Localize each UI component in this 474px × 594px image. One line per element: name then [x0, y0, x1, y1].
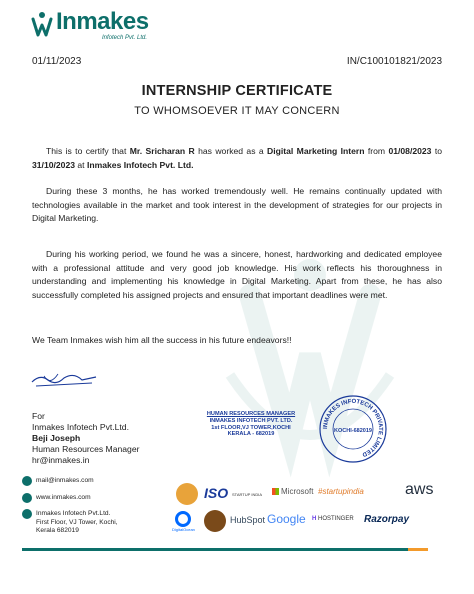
- signatory-name: Beji Joseph: [32, 433, 81, 443]
- globe-icon: [22, 493, 32, 503]
- govt-emblem-icon: [176, 483, 198, 505]
- footer-accent-bar: [408, 548, 428, 551]
- google-logo: Google: [267, 512, 306, 526]
- microsoft-logo: Microsoft: [272, 487, 313, 496]
- hostinger-icon: H: [312, 516, 317, 522]
- stamp-line-4: KERALA - 682019: [227, 431, 275, 438]
- partner-logos: [170, 483, 460, 543]
- hr-stamp: [199, 411, 303, 438]
- company-subname: Infotech Pvt. Ltd.: [102, 35, 148, 41]
- signature: [30, 368, 100, 390]
- footer-bar: [22, 548, 408, 551]
- company-logo: [30, 8, 170, 42]
- startupindia-hashtag-logo: #startupindia: [318, 487, 364, 496]
- start-date: 01/08/2023: [388, 146, 432, 156]
- company-name: Inmakes: [56, 8, 149, 35]
- hostinger-logo: H HOSTINGER: [312, 516, 354, 522]
- company-seal: [318, 394, 388, 464]
- paragraph-conduct: During his working period, we found he was a sincere, honest, hardworking and dedicated employee with a professional attitude and very good job knowledge. His work reflects his thoroughness in understanding and implementing his knowledge in Digital Marketing. Apart from these, he has also successfully completed his assigned projects and ensured that important deadlines were met.: [32, 249, 442, 300]
- iso-logo: ISO: [204, 485, 229, 501]
- paragraph-wishes: We Team Inmakes wish him all the success in his future endeavors!!: [32, 335, 292, 345]
- signatory-block: [32, 411, 139, 466]
- intern-name: Mr. Sricharan R: [129, 146, 195, 156]
- aws-logo: aws: [405, 481, 434, 498]
- intern-role: Digital Marketing Intern: [267, 146, 365, 156]
- paragraph-certify: This is to certify that Mr. Sricharan R has worked as a Digital Marketing Intern from 01/08/2023 to 31/10/2023 at Inmakes Infotech Pvt. Ltd.: [32, 146, 442, 170]
- svg-text:INMAKES INFOTECH PRIVATE LIMIT: INMAKES INFOTECH PRIVATE LIMITED: [322, 398, 384, 458]
- location-icon: [22, 509, 32, 519]
- razorpay-logo: Razorpay: [364, 514, 410, 525]
- reference-number: IN/C100101821/2023: [346, 56, 442, 67]
- certificate-title: INTERNSHIP CERTIFICATE: [141, 83, 333, 99]
- digitalocean-icon: [175, 511, 191, 527]
- paragraph-performance: During these 3 months, he has worked tremendously well. He remains continually updated with technologies available in the market and took interest in the development of strategies for our projects in Digital Marketing.: [32, 186, 442, 223]
- whatsapp-icon: [22, 476, 32, 486]
- stamp-line-2: INMAKES INFOTECH PVT. LTD.: [209, 417, 293, 424]
- logo-mark-icon: [30, 11, 54, 39]
- signatory-for: For: [32, 411, 45, 421]
- signatory-role: Human Resources Manager: [32, 444, 140, 454]
- digitalocean-logo: DigitalOcean: [172, 511, 195, 532]
- certificate-subtitle: TO WHOMSOEVER IT MAY CONCERN: [134, 105, 340, 117]
- organization-name: Inmakes Infotech Pvt. Ltd.: [86, 159, 194, 170]
- stamp-line-3: 1st FLOOR,VJ TOWER,KOCHI: [211, 424, 291, 431]
- microsoft-icon: [272, 488, 279, 495]
- signatory-email[interactable]: hr@inmakes.in: [32, 455, 90, 465]
- hubspot-logo: HubSpot: [230, 515, 266, 525]
- stamp-line-1: HUMAN RESOURCES MANAGER: [206, 411, 296, 417]
- svg-text:KOCHI-682019: KOCHI-682019: [334, 428, 372, 434]
- end-date: 31/10/2023: [32, 159, 76, 170]
- startup-india-logo: STARTUP INDIA: [232, 492, 263, 497]
- signatory-org: Inmakes Infotech Pvt.Ltd.: [32, 422, 129, 432]
- certificate-date: 01/11/2023: [32, 56, 82, 67]
- emblem-seal-icon: [204, 510, 226, 532]
